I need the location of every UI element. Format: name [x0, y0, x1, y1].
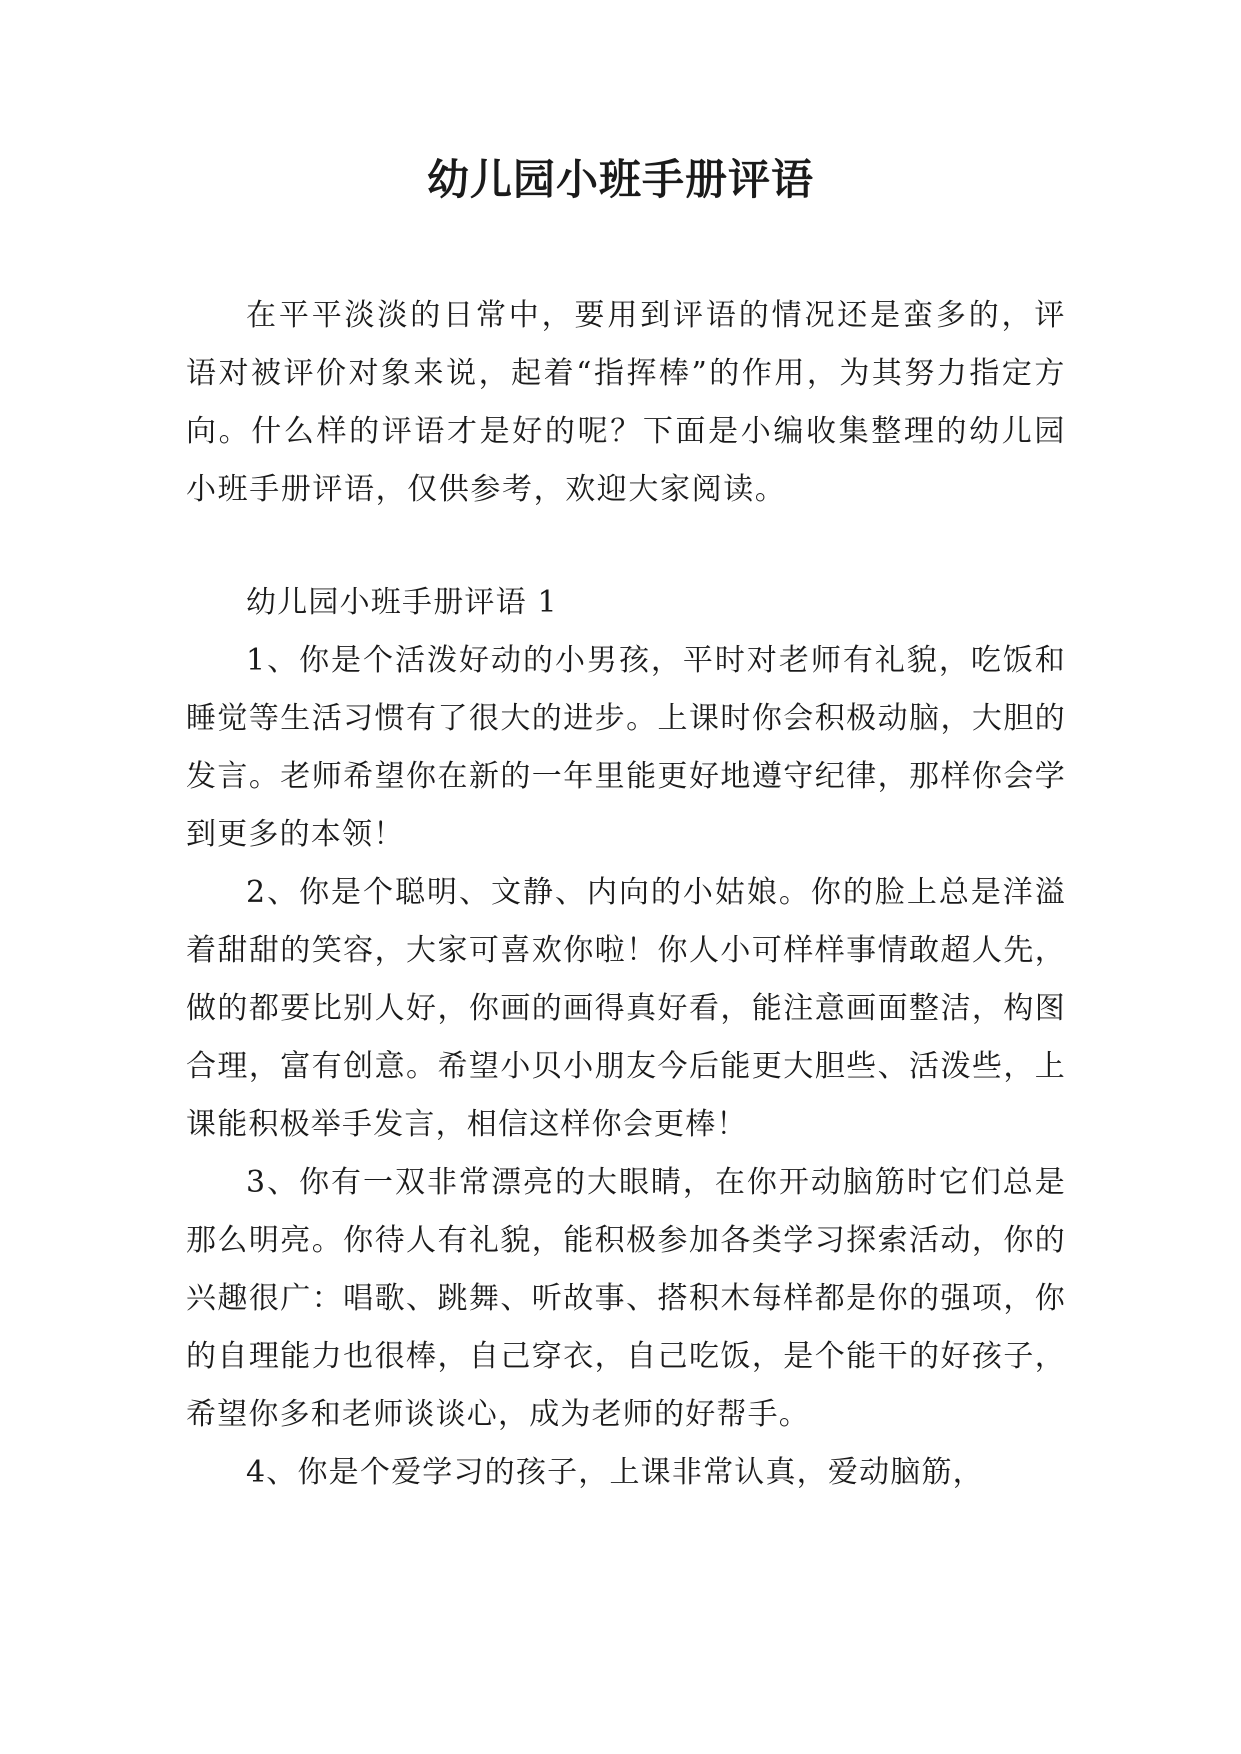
comment-paragraph-4: 4、你是个爱学习的孩子，上课非常认真，爱动脑筋， — [246, 1455, 984, 1490]
section-heading: 幼儿园小班手册评语 1 — [246, 585, 558, 620]
comment-paragraph-3: 3、你有一双非常漂亮的大眼睛，在你开动脑筋时它们总是那么明亮。你待人有礼貌，能积极参加各类学习探索活动，你的兴趣很广：唱歌、跳舞、听故事、搭积木每样都是你的强项，你的自理能力也很棒，自己穿衣，自己吃饭，是个能干的好孩子，希望你多和老师谈谈心，成为老师的好帮手。 — [186, 1165, 1066, 1432]
section-block — [186, 574, 1066, 1502]
document-title: 幼儿园小班手册评语 — [426, 155, 814, 204]
intro-block — [186, 287, 1066, 519]
comment-paragraph-2: 2、你是个聪明、文静、内向的小姑娘。你的脸上总是洋溢着甜甜的笑容，大家可喜欢你啦！你人小可样样事情敢超人先，做的都要比别人好，你画的画得真好看，能注意画面整洁，构图合理，富有创意。希望小贝小朋友今后能更大胆些、活泼些，上课能积极举手发言，相信这样你会更棒！ — [186, 875, 1066, 1142]
comment-paragraph-1: 1、你是个活泼好动的小男孩，平时对老师有礼貌，吃饭和睡觉等生活习惯有了很大的进步。上课时你会积极动脑，大胆的发言。老师希望你在新的一年里能更好地遵守纪律，那样你会学到更多的本领！ — [186, 643, 1066, 852]
intro-paragraph: 在平平淡淡的日常中，要用到评语的情况还是蛮多的，评语对被评价对象来说，起着“指挥棒”的作用，为其努力指定方向。什么样的评语才是好的呢？下面是小编收集整理的幼儿园小班手册评语，仅供参考，欢迎大家阅读。 — [186, 298, 1066, 507]
